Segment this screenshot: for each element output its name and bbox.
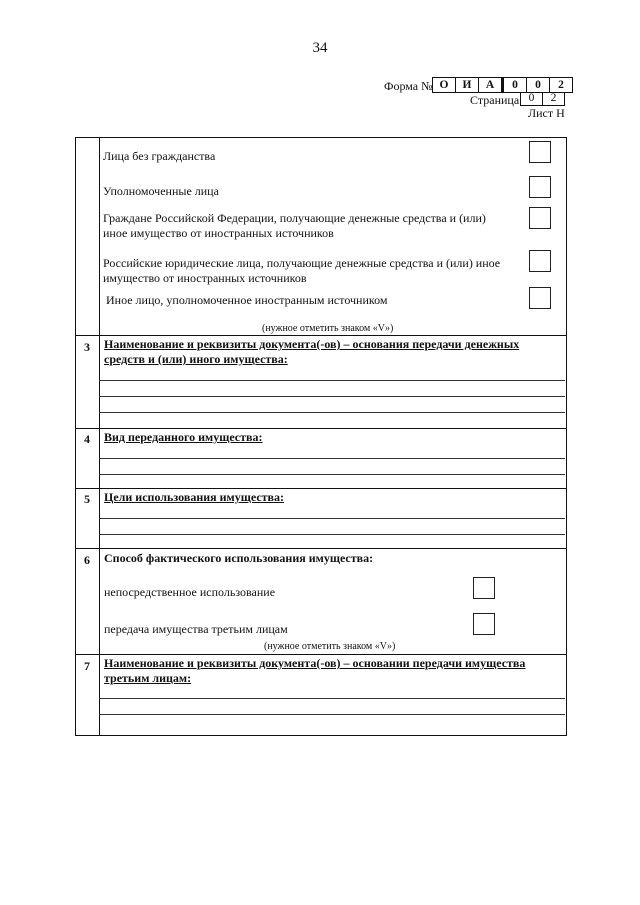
section-7-line	[99, 714, 565, 715]
option-legal-entities-checkbox[interactable]	[529, 250, 551, 272]
option-other-person-label: Иное лицо, уполномоченное иностранным источником	[106, 293, 388, 307]
option-transfer-third-parties-checkbox[interactable]	[473, 613, 495, 635]
page-code-cell: 2	[550, 92, 557, 104]
option-other-person-checkbox[interactable]	[529, 287, 551, 309]
section-3-divider	[75, 335, 566, 336]
page-number: 34	[312, 40, 328, 56]
section-6-hint: (нужное отметить знаком «V»)	[264, 641, 396, 652]
section-7-line	[99, 698, 565, 699]
option-transfer-third-parties-label: передача имущества третьим лицам	[104, 622, 288, 636]
section-3-heading: Наименование и реквизиты документа(-ов) – основания передачи денежных средств и (или) иного имущества:	[104, 337, 520, 366]
form-code-cell: 0	[502, 78, 527, 92]
section-3-line	[99, 380, 565, 381]
section-7-divider	[75, 654, 566, 655]
section-5-heading: Цели использования имущества:	[104, 490, 285, 504]
option-authorized-checkbox[interactable]	[529, 176, 551, 198]
section-6-divider	[75, 548, 566, 549]
option-citizens-label: Граждане Российской Федерации, получающие денежные средства и (или) иное имущество от иностранных источников	[103, 211, 486, 240]
section-6-number: 6	[84, 553, 90, 567]
section-4-heading: Вид переданного имущества:	[104, 430, 263, 444]
section-5-line	[99, 518, 565, 519]
option-authorized-label: Уполномоченные лица	[103, 184, 219, 198]
option-citizens-checkbox[interactable]	[529, 207, 551, 229]
section-5-divider	[75, 488, 566, 489]
number-column-divider	[99, 137, 100, 735]
option-direct-use-label: непосредственное использование	[104, 585, 276, 599]
section-4-divider	[75, 428, 566, 429]
page-code-cell: 0	[521, 92, 543, 105]
page-label: Страница	[470, 93, 520, 107]
sheet-label: Лист Н	[528, 106, 565, 120]
section-3-line	[99, 412, 565, 413]
form-code-cell: О	[433, 78, 456, 92]
section-2-hint: (нужное отметить знаком «V»)	[262, 323, 394, 334]
section-3-number: 3	[84, 340, 90, 354]
form-code-grid	[432, 77, 573, 93]
page-code-grid	[520, 92, 565, 106]
option-legal-entities-label: Российские юридические лица, получающие денежные средства и (или) иное имущество от иностранных источников	[103, 256, 501, 285]
form-code-cell: 2	[558, 79, 564, 91]
section-6-heading: Способ фактического использования имущества:	[104, 551, 374, 565]
section-5-line	[99, 534, 565, 535]
form-number-label: Форма №	[384, 79, 433, 93]
option-direct-use-checkbox[interactable]	[473, 577, 495, 599]
section-4-line	[99, 474, 565, 475]
option-stateless-label: Лица без гражданства	[103, 149, 216, 163]
form-code-cell: 0	[527, 78, 550, 92]
section-3-line	[99, 396, 565, 397]
section-4-number: 4	[84, 432, 90, 446]
form-code-cell: И	[456, 78, 479, 92]
form-code-cell: А	[479, 78, 502, 92]
section-5-number: 5	[84, 492, 90, 506]
section-7-heading: Наименование и реквизиты документа(-ов) – основании передачи имущества третьим лицам:	[104, 656, 526, 685]
option-stateless-checkbox[interactable]	[529, 141, 551, 163]
section-4-line	[99, 458, 565, 459]
section-7-number: 7	[84, 659, 90, 673]
